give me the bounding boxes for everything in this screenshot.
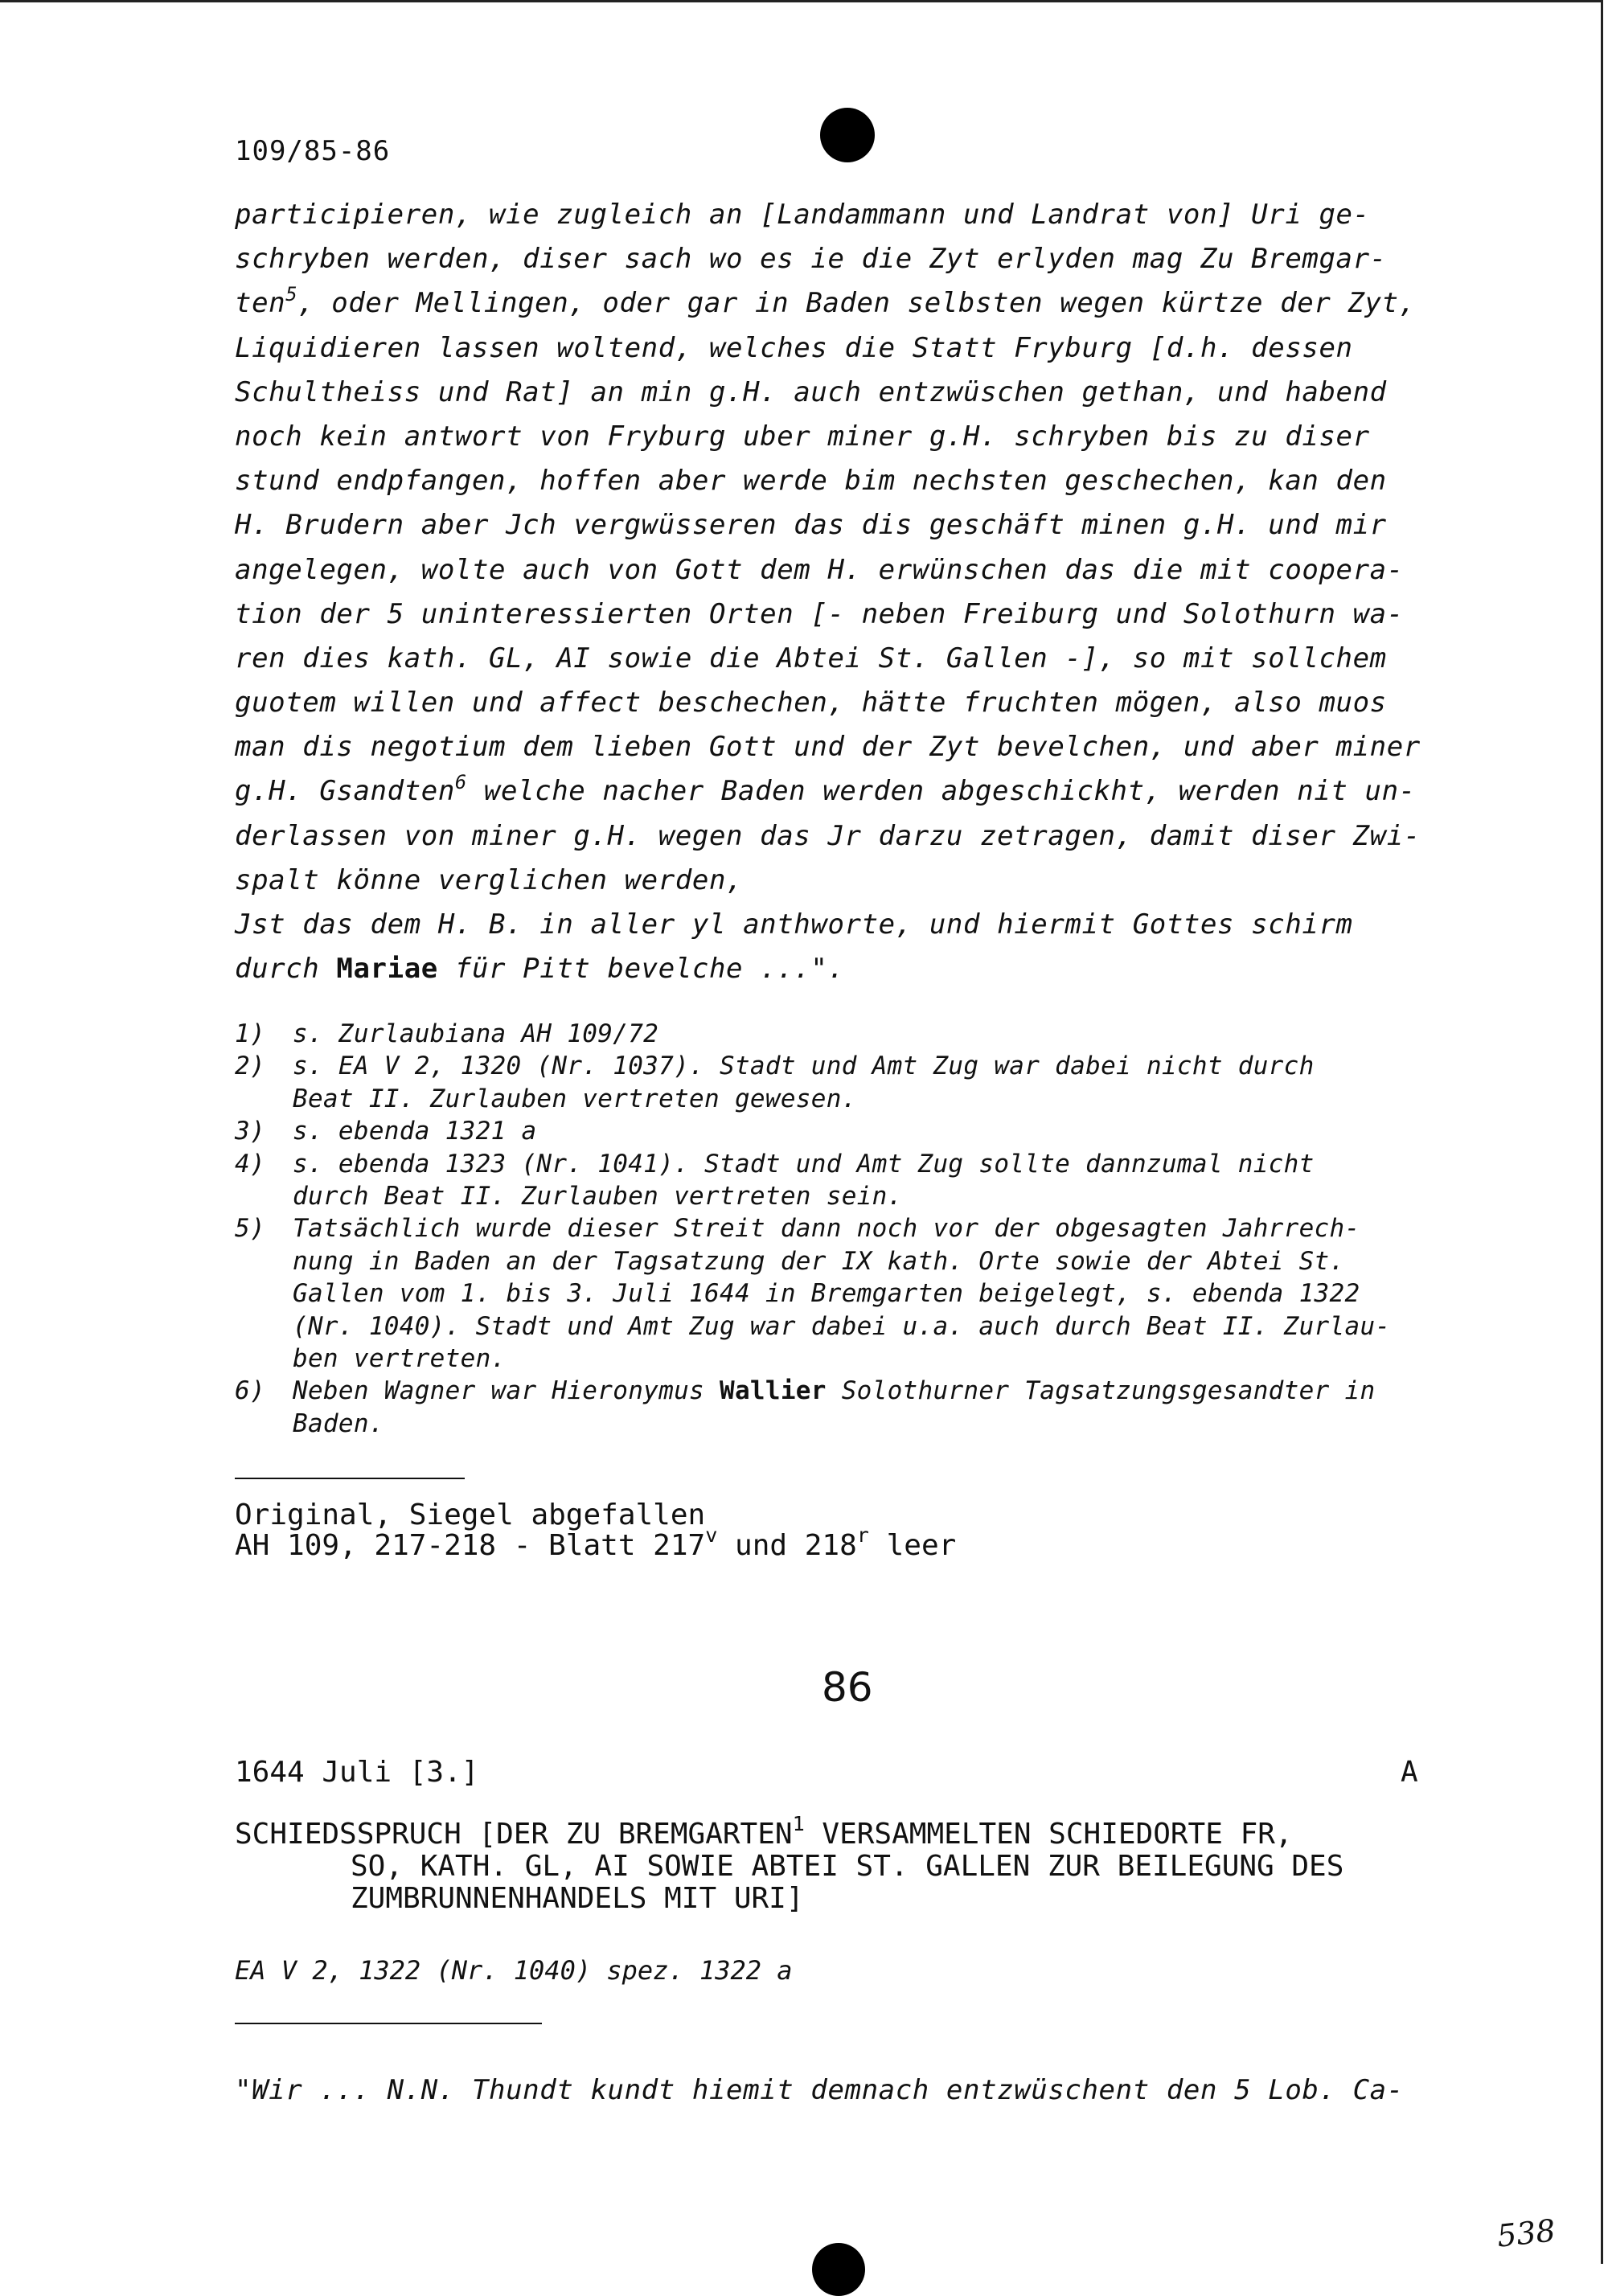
footnote-line: (Nr. 1040). Stadt und Amt Zug war dabei u.a. auch durch Beat II. Zurlau- — [293, 1311, 1391, 1341]
body-line-16: spalt könne verglichen werden, — [235, 863, 744, 896]
heading-line-2: SO, KATH. GL, AI SOWIE ABTEI ST. GALLEN ZUR BEILEGUNG DES — [351, 1850, 1344, 1883]
footnote-4 — [235, 1148, 1489, 1213]
footnote-line: Baden. — [293, 1408, 384, 1438]
letter-body — [235, 193, 1489, 991]
body-line-2: schryben werden, diser sach wo es ie die Zyt erlyden mag Zu Bremgar- — [235, 243, 1387, 276]
separator-rule — [235, 2023, 542, 2024]
body-line-13: man dis negotium dem lieben Gott und der Zyt bevelchen, und aber miner — [235, 731, 1421, 764]
body-line-5: Schultheiss und Rat] an min g.H. auch entzwüschen gethan, und habend — [235, 375, 1387, 408]
body-line-10: tion der 5 uninteressierten Orten [- neben Freiburg und Solothurn wa- — [235, 597, 1404, 630]
heading-footnote-ref: 1 — [792, 1812, 805, 1836]
source-line-2-a: AH 109, 217-218 - Blatt 217 — [235, 1529, 706, 1562]
footnote-6 — [235, 1375, 1489, 1440]
source-line-1: Original, Siegel abgefallen — [235, 1499, 706, 1531]
body-line-1: participieren, wie zugleich an [Landammann und Landrat von] Uri ge- — [235, 199, 1370, 231]
footnote-5 — [235, 1212, 1489, 1375]
footnote-number: 4) — [235, 1149, 265, 1179]
verso-mark: v — [705, 1523, 718, 1548]
punch-hole-top — [820, 108, 875, 162]
footnote-2 — [235, 1050, 1489, 1115]
footnote-line: s. ebenda 1321 a — [293, 1117, 537, 1146]
body-line-3 — [235, 281, 1489, 326]
heading-line-1-a: SCHIEDSSPRUCH [DER ZU BREMGARTEN — [235, 1818, 793, 1851]
footnote-number: 3) — [235, 1117, 265, 1146]
footnote-number: 2) — [235, 1052, 265, 1081]
quote-start: "Wir ... N.N. Thundt kundt hiemit demnach entzwüschent den 5 Lob. Ca- — [235, 2074, 1404, 2106]
separator-rule — [235, 1478, 465, 1479]
recto-mark: r — [856, 1523, 869, 1548]
body-line-18 — [235, 947, 1489, 991]
archive-page-mark: 538 — [1495, 2212, 1557, 2254]
body-line-6: noch kein antwort von Fryburg uber miner g.H. schryben bis zu diser — [235, 420, 1370, 453]
body-line-11: ren dies kath. GL, AI sowie die Abtei St. Gallen -], so mit sollchem — [235, 642, 1387, 674]
heading-line-1 — [235, 1812, 1343, 1851]
source-note — [235, 1500, 956, 1561]
page-reference: 109/85-86 — [235, 135, 391, 167]
body-line-3-a: ten — [235, 287, 286, 320]
footnote-name-wallier: Wallier — [719, 1376, 827, 1406]
body-line-18-b: für Pitt bevelche ...". — [437, 953, 845, 986]
footnote-number: 6) — [235, 1376, 265, 1406]
punch-hole-bottom — [812, 2243, 865, 2296]
document-letter: A — [1401, 1756, 1418, 1789]
body-line-14 — [235, 769, 1489, 814]
document-number: 86 — [822, 1664, 873, 1711]
footnote-number: 5) — [235, 1214, 265, 1244]
footnote-line-a: Neben Wagner war Hieronymus — [293, 1376, 720, 1406]
footnote-1 — [235, 1018, 1489, 1050]
body-line-14-a: g.H. Gsandten — [235, 775, 455, 808]
source-line-2 — [235, 1523, 957, 1562]
heading-line-1-b: VERSAMMELTEN SCHIEDORTE FR, — [804, 1818, 1293, 1851]
body-line-3-b: , oder Mellingen, oder gar in Baden selbsten wegen kürtze der Zyt, — [297, 287, 1416, 320]
document-date: 1644 Juli [3.] — [235, 1756, 479, 1789]
body-line-7: stund endpfangen, hoffen aber werde bim nechsten geschechen, kan den — [235, 465, 1387, 498]
body-line-9: angelegen, wolte auch von Gott dem H. erwünschen das die mit coopera- — [235, 553, 1404, 586]
footnote-line: Tatsächlich wurde dieser Streit dann noch vor der obgesagten Jahrrech- — [293, 1214, 1360, 1244]
footnote-line: s. ebenda 1323 (Nr. 1041). Stadt und Amt Zug sollte dannzumal nicht — [293, 1149, 1315, 1179]
body-line-18-a: durch — [235, 953, 337, 986]
footnote-ref-5: 5 — [285, 282, 298, 305]
footnote-3 — [235, 1115, 1489, 1147]
heading-line-3: ZUMBRUNNENHANDELS MIT URI] — [351, 1882, 804, 1915]
footnote-line: nung in Baden an der Tagsatzung der IX kath. Orte sowie der Abtei St. — [293, 1246, 1345, 1276]
footnote-line: Gallen vom 1. bis 3. Juli 1644 in Bremgarten beigelegt, s. ebenda 1322 — [293, 1279, 1360, 1309]
body-name-mariae: Mariae — [336, 953, 438, 986]
body-line-12: guotem willen und affect beschechen, hätte fruchten mögen, also muos — [235, 687, 1387, 720]
body-line-8: H. Brudern aber Jch vergwüsseren das dis geschäft minen g.H. und mir — [235, 509, 1387, 542]
footnote-line: s. EA V 2, 1320 (Nr. 1037). Stadt und Amt Zug war dabei nicht durch — [293, 1052, 1315, 1081]
footnote-line: s. Zurlaubiana AH 109/72 — [293, 1019, 659, 1048]
body-line-4: Liquidieren lassen woltend, welches die Statt Fryburg [d.h. dessen — [235, 331, 1353, 364]
footnote-ref-6: 6 — [454, 770, 467, 793]
body-line-17: Jst das dem H. B. in aller yl anthworte, und hiermit Gottes schirm — [235, 908, 1353, 941]
citation: EA V 2, 1322 (Nr. 1040) spez. 1322 a — [235, 1955, 793, 1986]
footnote-number: 1) — [235, 1019, 265, 1048]
footnote-line: durch Beat II. Zurlauben vertreten sein. — [293, 1182, 903, 1212]
source-line-2-c: leer — [868, 1529, 957, 1562]
document-heading — [235, 1812, 1344, 1915]
footnote-line: ben vertreten. — [293, 1344, 507, 1374]
footnote-line: Beat II. Zurlauben vertreten gewesen. — [293, 1084, 857, 1113]
footnote-line-b: Solothurner Tagsatzungsgesandter in — [826, 1376, 1376, 1406]
source-line-2-b: und 218 — [717, 1529, 857, 1562]
footnote-line — [293, 1375, 1489, 1407]
footnotes — [235, 1018, 1489, 1440]
body-line-14-b: welche nacher Baden werden abgeschickht, werden nit un- — [466, 775, 1416, 808]
body-line-15: derlassen von miner g.H. wegen das Jr darzu zetragen, damit diser Zwi- — [235, 819, 1421, 852]
